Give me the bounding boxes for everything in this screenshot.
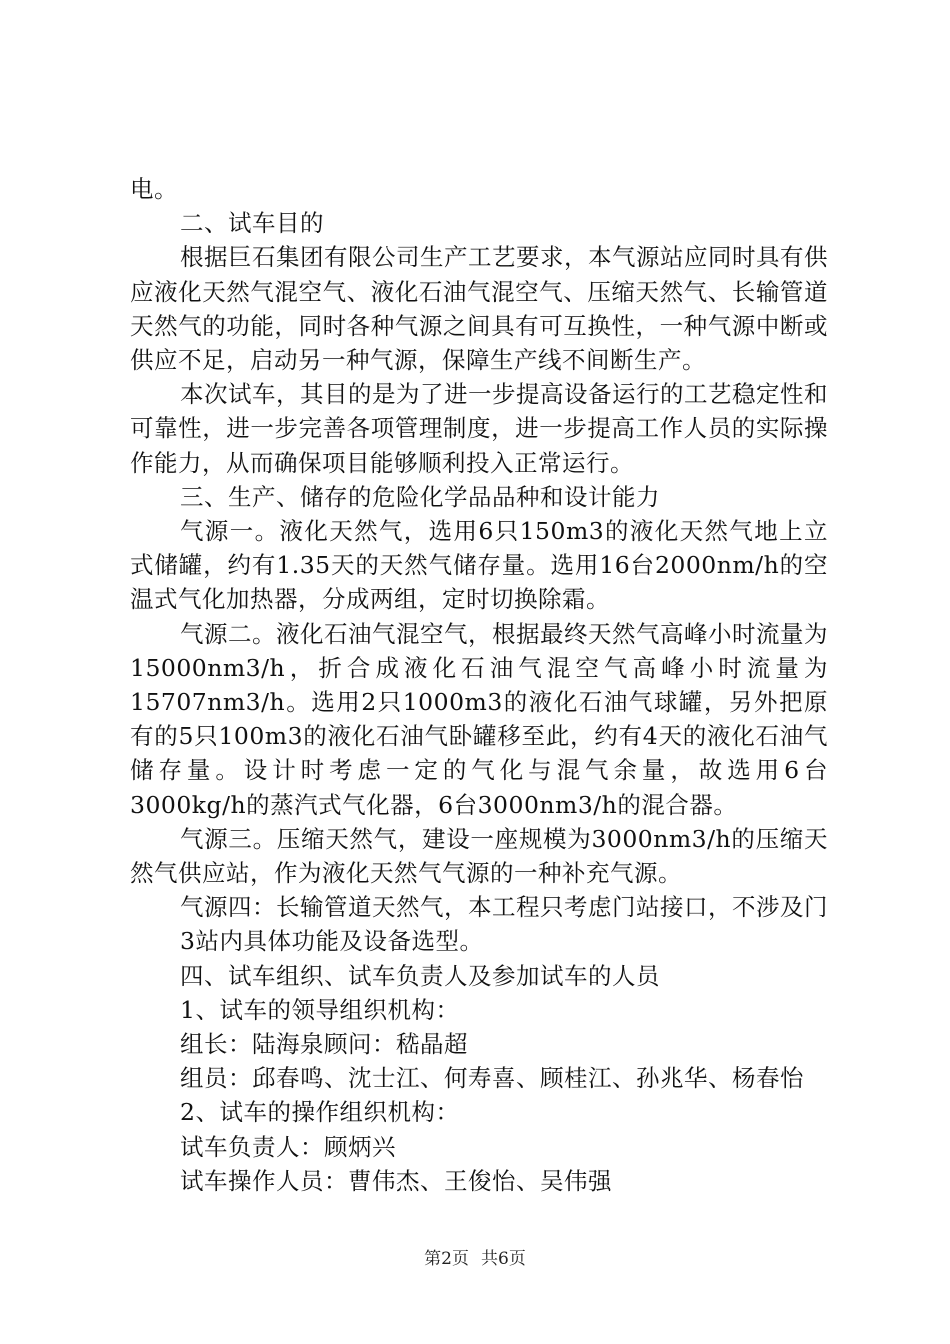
heading-test-organization: 四、试车组织、试车负责人及参加试车的人员 — [180, 961, 660, 990]
paragraph-gas-source-3: 气源三。压缩天然气，建设一座规模为3000nm3/h的压缩天然气供应站，作为液化天然气气源的一种补充气源。 — [130, 824, 828, 888]
paragraph-team-members: 组员：邱春鸣、沈士江、何寿喜、顾桂江、孙兆华、杨春怡 — [180, 1064, 804, 1093]
page-number: 第2页 — [424, 1249, 469, 1269]
page-footer — [0, 1244, 950, 1269]
paragraph-requirements: 根据巨石集团有限公司生产工艺要求，本气源站应同时具有供应液化天然气混空气、液化石油气混空气、压缩天然气、长输管道天然气的功能，同时各种气源之间具有可互换性，一种气源中断或供应不足，启动另一种气源，保障生产线不间断生产。 — [130, 243, 828, 375]
document-body — [130, 172, 828, 1198]
heading-leadership-structure: 1、试车的领导组织机构： — [180, 995, 460, 1024]
paragraph-gas-source-1: 气源一。液化天然气，选用6只150m3的液化天然气地上立式储罐，约有1.35天的天然气储存量。选用16台2000nm/h的空温式气化加热器，分成两组，定时切换除霜。 — [130, 517, 828, 614]
heading-test-purpose: 二、试车目的 — [180, 209, 324, 238]
paragraph-test-lead: 试车负责人：顾炳兴 — [180, 1132, 396, 1161]
paragraph-gas-source-2: 气源二。液化石油气混空气，根据最终天然气高峰小时流量为15000nm3/h，折合成液化石油气混空气高峰小时流量为15707nm3/h。选用2只1000m3的液化石油气球罐，另外把原有的5只100m3的液化石油气卧罐移至此，约有4天的液化石油气储存量。设计时考虑一定的气化与混气余量，故选用6台3000kg/h的蒸汽式气化器，6台3000nm3/h的混合器。 — [130, 619, 828, 819]
paragraph-gas-source-4: 气源四：长输管道天然气，本工程只考虑门站接口，不涉及门 — [180, 893, 828, 922]
paragraph-test-operators: 试车操作人员：曹伟杰、王俊怡、吴伟强 — [180, 1166, 612, 1195]
paragraph-team-leader: 组长：陆海泉顾问：嵇晶超 — [180, 1030, 468, 1059]
heading-hazardous-chemicals: 三、生产、储存的危险化学品品种和设计能力 — [180, 482, 660, 511]
heading-operation-structure: 2、试车的操作组织机构： — [180, 1098, 460, 1127]
paragraph-station-equipment: 3站内具体功能及设备选型。 — [180, 927, 484, 956]
paragraph-continuation: 电。 — [130, 175, 178, 203]
paragraph-test-goal: 本次试车，其目的是为了进一步提高设备运行的工艺稳定性和可靠性，进一步完善各项管理制度，进一步提高工作人员的实际操作能力，从而确保项目能够顺利投入正常运行。 — [130, 380, 828, 477]
total-pages: 共6页 — [481, 1249, 526, 1269]
